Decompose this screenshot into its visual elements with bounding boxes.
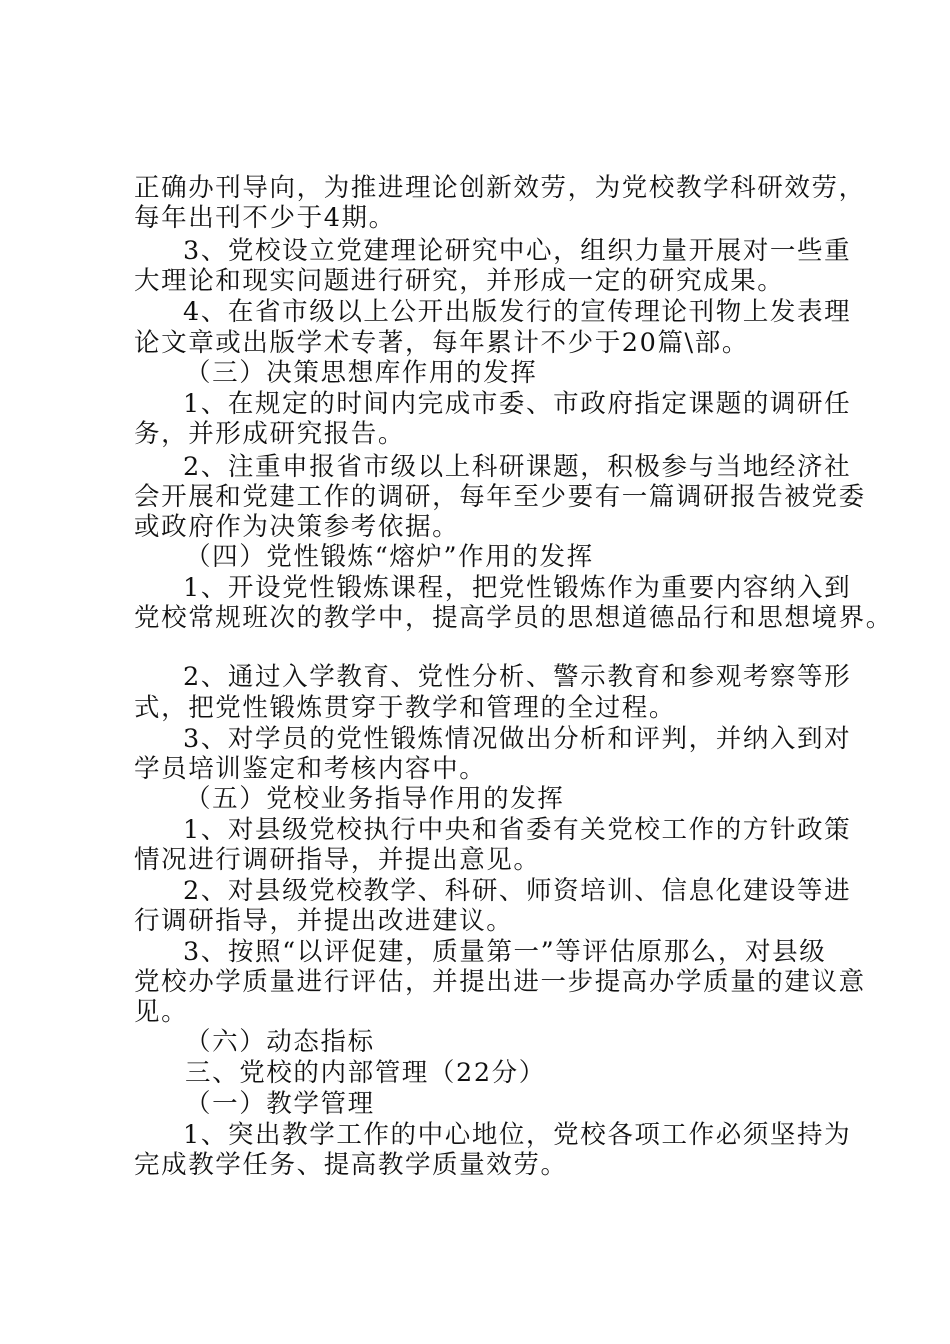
- text-line: 1、对县级党校执行中央和省委有关党校工作的方针政策: [183, 815, 852, 845]
- text-line: 2、对县级党校教学、科研、师资培训、信息化建设等进: [183, 876, 852, 906]
- text-line: 行调研指导，并提出改进建议。: [134, 906, 514, 936]
- text-line: 或政府作为决策参考依据。: [134, 512, 460, 542]
- text-line: 1、突出教学工作的中心地位，党校各项工作必须坚持为: [183, 1120, 852, 1150]
- text-line: 大理论和现实问题进行研究，并形成一定的研究成果。: [134, 266, 785, 296]
- text-line: 3、党校设立党建理论研究中心，组织力量开展对一些重: [183, 236, 852, 266]
- text-line: 情况进行调研指导，并提出意见。: [134, 845, 541, 875]
- text-line: 式，把党性锻炼贯穿于教学和管理的全过程。: [134, 693, 677, 723]
- text-line: 3、按照“以评促建，质量第一”等评估原那么，对县级: [183, 937, 827, 967]
- text-line: 见。: [134, 997, 189, 1027]
- text-line: 1、开设党性锻炼课程，把党性锻炼作为重要内容纳入到: [183, 573, 852, 603]
- text-line: 4、在省市级以上公开出版发行的宣传理论刊物上发表理: [183, 297, 852, 327]
- text-line: 会开展和党建工作的调研，每年至少要有一篇调研报告被党委: [134, 482, 866, 512]
- text-line: 3、对学员的党性锻炼情况做出分析和评判，并纳入到对: [183, 724, 852, 754]
- section-heading: （六）动态指标: [185, 1027, 375, 1057]
- section-heading: （一）教学管理: [185, 1089, 375, 1119]
- section-heading: 三、党校的内部管理（22分）: [185, 1058, 546, 1088]
- text-line: 论文章或出版学术专著，每年累计不少于20篇\部。: [134, 328, 749, 358]
- text-line: 完成教学任务、提高教学质量效劳。: [134, 1150, 568, 1180]
- text-line: 每年出刊不少于4期。: [134, 203, 396, 233]
- section-heading: （五）党校业务指导作用的发挥: [185, 784, 565, 814]
- text-line: 2、注重申报省市级以上科研课题，积极参与当地经济社: [183, 452, 852, 482]
- text-line: 2、通过入学教育、党性分析、警示教育和参观考察等形: [183, 662, 852, 692]
- section-heading: （三）决策思想库作用的发挥: [185, 358, 538, 388]
- text-line: 正确办刊导向，为推进理论创新效劳，为党校教学科研效劳，: [134, 173, 866, 203]
- text-line: 学员培训鉴定和考核内容中。: [134, 754, 487, 784]
- text-line: 党校办学质量进行评估，并提出进一步提高办学质量的建议意: [134, 967, 866, 997]
- text-line: 1、在规定的时间内完成市委、市政府指定课题的调研任: [183, 389, 852, 419]
- text-line: 务，并形成研究报告。: [134, 419, 406, 449]
- section-heading: （四）党性锻炼“熔炉”作用的发挥: [185, 542, 594, 572]
- text-line: 党校常规班次的教学中，提高学员的思想道德品行和思想境界。: [134, 603, 893, 633]
